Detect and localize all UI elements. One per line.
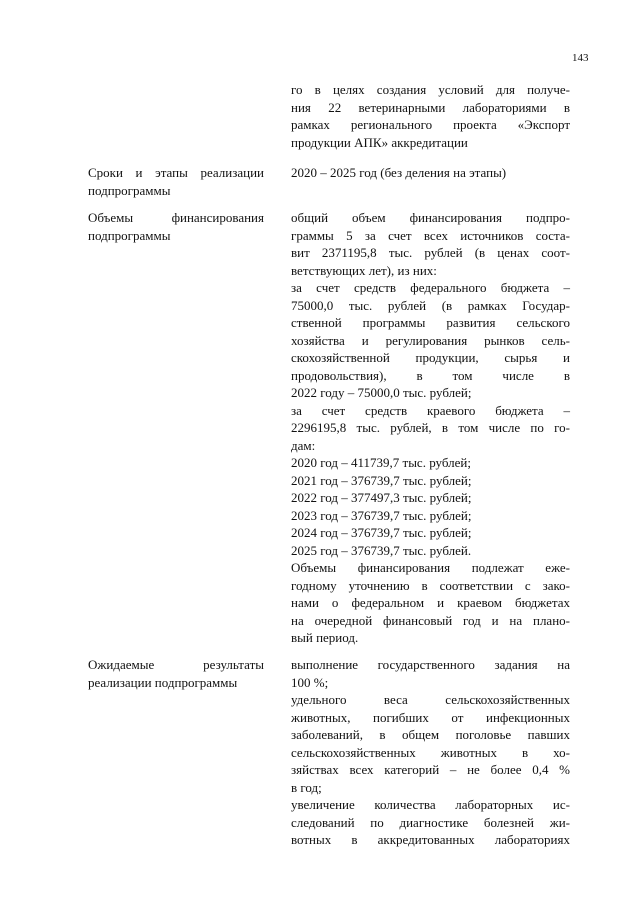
text-line: Объемы финансирования подлежат еже- (291, 560, 570, 575)
text-line: выполнение государственного задания на (291, 657, 570, 672)
text-line: вотных в аккредитованных лабораториях (291, 832, 570, 847)
text-line: за счет средств краевого бюджета – (291, 402, 570, 418)
text-line: животных, погибших от инфекционных (291, 709, 570, 725)
label-line: Ожидаемые результаты (88, 657, 264, 672)
text-line: годному уточнению в соответствии с зако- (291, 577, 570, 593)
text-line: рамках регионального проекта «Экспорт (291, 117, 570, 132)
text-line: удельного веса сельскохозяйственных (291, 692, 570, 707)
text-line: граммы 5 за счет всех источников соста- (291, 227, 570, 243)
text-line: вый период. (291, 630, 359, 645)
text-line: 75000,0 тыс. рублей (в рамках Государ- (291, 297, 570, 313)
text-line: вит 2371195,8 тыс. рублей (в ценах соот- (291, 245, 570, 260)
text-line: го в целях создания условий для получе- (291, 82, 570, 97)
text-line: продукции АПК» аккредитации (291, 134, 468, 150)
text-line: ственной программы развития сельского (291, 315, 570, 330)
intro-continuation-text (291, 81, 570, 151)
funding-federal-paragraph (291, 279, 570, 402)
funding-years-list (291, 454, 570, 559)
page-number: 143 (572, 52, 589, 64)
results-content (291, 656, 570, 849)
text-line: на очередной финансовый год и на плано- (291, 612, 570, 628)
terms-text: 2020 – 2025 год (без деления на этапы) (291, 165, 507, 180)
terms-label (88, 164, 264, 199)
text-line: скохозяйственной продукции, сырья и (291, 350, 570, 365)
results-item-mortality-share (291, 691, 570, 796)
text-line: следований по диагностике болезней жи- (291, 814, 570, 830)
funding-regional-paragraph (291, 402, 570, 455)
year-line: 2022 год – 377497,3 тыс. рублей; (291, 490, 472, 505)
funding-content (291, 209, 570, 647)
label-line: Сроки и этапы реализации (88, 165, 264, 180)
year-line: 2024 год – 376739,7 тыс. рублей; (291, 525, 472, 540)
funding-note-paragraph (291, 559, 570, 647)
text-line: 100 %; (291, 674, 329, 690)
text-line: 2296195,8 тыс. рублей, в том числе по го- (291, 420, 570, 435)
terms-value (291, 164, 570, 182)
results-label (88, 656, 264, 691)
text-line: за счет средств федерального бюджета – (291, 280, 570, 295)
year-line: 2021 год – 376739,7 тыс. рублей; (291, 472, 472, 488)
label-line: подпрограммы (88, 182, 171, 198)
label-line: Объемы финансирования (88, 210, 264, 225)
text-line: продовольствия), в том числе в (291, 367, 570, 383)
year-line: 2025 год – 376739,7 тыс. рублей. (291, 542, 472, 558)
text-line: увеличение количества лабораторных ис- (291, 797, 570, 812)
text-line: хозяйства и регулирования рынков сель- (291, 332, 570, 348)
year-line: 2020 год – 411739,7 тыс. рублей; (291, 455, 471, 470)
label-line: реализации подпрограммы (88, 674, 238, 690)
text-line: сельскохозяйственных животных в хо- (291, 744, 570, 760)
results-item-lab-studies (291, 796, 570, 849)
text-line: заболеваний, в общем поголовье павших (291, 727, 570, 742)
year-line: 2023 год – 376739,7 тыс. рублей; (291, 507, 472, 523)
text-line: нами о федеральном и краевом бюджетах (291, 595, 570, 610)
text-line: зяйствах всех категорий – не более 0,4 % (291, 762, 570, 777)
funding-total-paragraph (291, 209, 570, 279)
text-line: общий объем финансирования подпро- (291, 210, 570, 225)
label-line: подпрограммы (88, 227, 171, 243)
text-line: ния 22 ветеринарными лабораториями в (291, 99, 570, 115)
results-item-state-task (291, 656, 570, 691)
text-line: дам: (291, 437, 316, 453)
text-line: 2022 году – 75000,0 тыс. рублей; (291, 385, 472, 400)
text-line: в год; (291, 779, 322, 795)
funding-label (88, 209, 264, 244)
text-line: ветствующих лет), из них: (291, 262, 437, 278)
